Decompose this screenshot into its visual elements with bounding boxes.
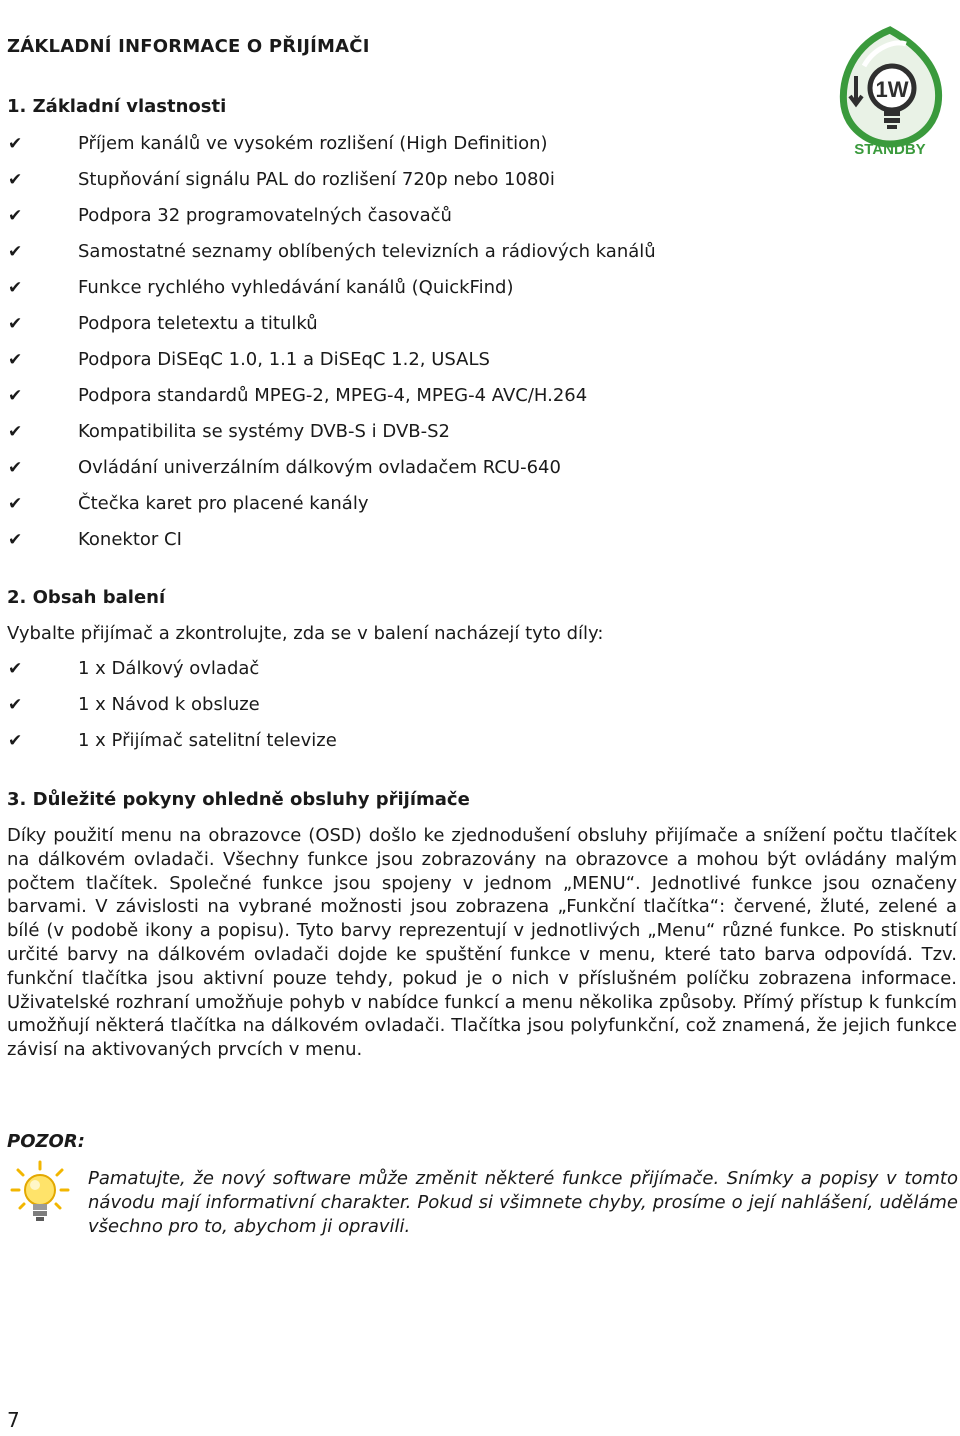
list-item-text: Podpora standardů MPEG-2, MPEG-4, MPEG-4 AVC/H.264 [78, 385, 588, 406]
checkmark-icon: ✔ [8, 458, 23, 478]
list-item-text: 1 x Dálkový ovladač [78, 658, 260, 679]
page-number: 7 [7, 1408, 20, 1432]
list-item [8, 528, 656, 564]
section2-intro: Vybalte přijímač a zkontrolujte, zda se v balení nacházejí tyto díly: [7, 623, 604, 644]
list-item [8, 204, 656, 240]
logo-label: STANDBY [854, 141, 926, 158]
checkmark-icon: ✔ [8, 242, 23, 262]
section2-heading: 2. Obsah balení [7, 587, 166, 608]
list-item-text: Čtečka karet pro placené kanály [78, 493, 369, 514]
list-item [8, 693, 337, 729]
section3-body: Díky použití menu na obrazovce (OSD) došlo ke zjednodušení obsluhy přijímače a snížení počtu tlačítek na dálkovém ovladači. Všechny funkce jsou zobrazovány na obrazovce a mohou být ovládány malým počtem tlačítek. Společné funkce jsou spojeny v jednom „MENU“. Jednotlivé funkce jsou označeny barvami. V závislosti na vybrané možnosti jsou zobrazena „Funkční tlačítka“: červené, žluté, zelené a bílé (v podobě ikony a popisu). Tyto barvy reprezentují v jednotlivých „Menu“ různé funkce. Po stisknutí určité barvy na dálkovém ovladači dojde ke spuštění funkce v menu, které tato barva odpovídá. Tzv. funkční tlačítka jsou aktivní pouze tehdy, pokud je o nich v příslušném políčku zobrazena informace. Uživatelské rozhraní umožňuje pohyb v nabídce funkcí a menu několika způsoby. Přímý přístup k funkcím umožňují některá tlačítka na dálkovém ovladači. Tlačítka jsou polyfunkční, což znamená, že jejich funkce závisí na aktivovaných prvcích v menu. [7, 825, 957, 1061]
checkmark-icon: ✔ [8, 170, 23, 190]
list-item-text: 1 x Přijímač satelitní televize [78, 730, 337, 751]
list-item-text: Podpora 32 programovatelných časovačů [78, 205, 452, 226]
list-item-text: Kompatibilita se systémy DVB-S i DVB-S2 [78, 421, 450, 442]
lightbulb-icon [10, 1160, 70, 1226]
list-item-text: Konektor CI [78, 529, 182, 550]
list-item [8, 168, 656, 204]
checkmark-icon: ✔ [8, 278, 23, 298]
list-item [8, 240, 656, 276]
checkmark-icon: ✔ [8, 530, 23, 550]
list-item-text: Příjem kanálů ve vysokém rozlišení (High Definition) [78, 133, 548, 154]
checkmark-icon: ✔ [8, 659, 23, 679]
list-item-text: Podpora teletextu a titulků [78, 313, 318, 334]
list-item [8, 456, 656, 492]
list-item [8, 312, 656, 348]
list-item-text: Ovládání univerzálním dálkovým ovladačem RCU-640 [78, 457, 561, 478]
warning-text: Pamatujte, že nový software může změnit některé funkce přijímače. Snímky a popisy v tomto návodu mají informativní charakter. Pokud si všimnete chyby, prosíme o její nahlášení, uděláme všechno pro to, abychom ji opravili. [88, 1168, 958, 1237]
checkmark-icon: ✔ [8, 695, 23, 715]
checkmark-icon: ✔ [8, 350, 23, 370]
list-item [8, 420, 656, 456]
page-title: ZÁKLADNÍ INFORMACE O PŘIJÍMAČI [7, 36, 370, 57]
logo-badge-text: 1W [875, 77, 909, 102]
list-item [8, 657, 337, 693]
package-list [8, 657, 337, 765]
features-list [8, 132, 656, 564]
checkmark-icon: ✔ [8, 206, 23, 226]
list-item [8, 132, 656, 168]
section3-heading: 3. Důležité pokyny ohledně obsluhy přijímače [7, 789, 470, 810]
list-item-text: 1 x Návod k obsluze [78, 694, 260, 715]
standby-1w-logo-icon [834, 26, 946, 160]
checkmark-icon: ✔ [8, 731, 23, 751]
list-item-text: Samostatné seznamy oblíbených televizních a rádiových kanálů [78, 241, 656, 262]
section1-heading: 1. Základní vlastnosti [7, 96, 227, 117]
checkmark-icon: ✔ [8, 494, 23, 514]
list-item-text: Funkce rychlého vyhledávání kanálů (QuickFind) [78, 277, 514, 298]
list-item [8, 348, 656, 384]
list-item [8, 276, 656, 312]
list-item-text: Podpora DiSEqC 1.0, 1.1 a DiSEqC 1.2, USALS [78, 349, 490, 370]
list-item [8, 384, 656, 420]
warning-heading: POZOR: [7, 1131, 85, 1152]
checkmark-icon: ✔ [8, 422, 23, 442]
list-item [8, 729, 337, 765]
checkmark-icon: ✔ [8, 386, 23, 406]
list-item [8, 492, 656, 528]
checkmark-icon: ✔ [8, 314, 23, 334]
checkmark-icon: ✔ [8, 134, 23, 154]
list-item-text: Stupňování signálu PAL do rozlišení 720p nebo 1080i [78, 169, 555, 190]
